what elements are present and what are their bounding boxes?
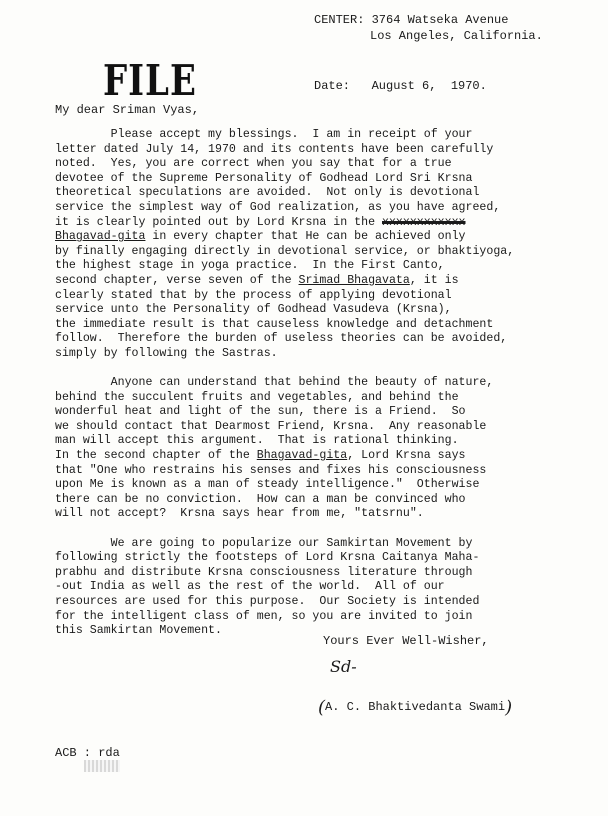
text-segment: , Lord Krsna says	[347, 449, 466, 463]
text-line: simply by following the Sastras.	[55, 346, 278, 360]
file-stamp: FILE	[103, 56, 197, 106]
salutation: My dear Sriman Vyas,	[55, 103, 200, 117]
text-line	[55, 230, 575, 245]
text-line	[55, 274, 575, 289]
date-line: Date: August 6, 1970.	[314, 79, 487, 93]
signatory-name: A. C. Bhaktivedanta Swami	[325, 700, 506, 714]
reference-initials: ACB : rda	[55, 746, 120, 760]
center-address-line-1: CENTER: 3764 Watseka Avenue	[314, 13, 509, 27]
text-line: we should contact that Dearmost Friend, Krsna. Any reasonable	[55, 419, 487, 433]
text-line: will not accept? Krsna says hear from me, "tatsrnu".	[55, 507, 424, 521]
text-line: prabhu and distribute Krsna consciousness literature through	[55, 565, 473, 579]
paragraph-3	[55, 537, 575, 639]
signatory-block	[318, 697, 512, 718]
text-segment: , it is	[409, 273, 459, 287]
text-line: -out India as well as the rest of the world. All of our	[55, 580, 445, 594]
text-line: by finally engaging directly in devotional service, or bhaktiyoga,	[55, 244, 515, 258]
ink-smudge	[84, 760, 120, 772]
text-line: devotee of the Supreme Personality of Godhead Lord Sri Krsna	[55, 171, 473, 185]
text-line	[55, 449, 575, 464]
handwritten-signature: Sd-	[330, 657, 357, 676]
text-line: the immediate result is that causeless knowledge and detachment	[55, 317, 494, 331]
paragraph-1	[55, 128, 575, 362]
text-segment: second chapter, verse seven of the	[55, 273, 299, 287]
text-line: theoretical speculations are avoided. Not only is devotional	[55, 186, 480, 200]
open-paren-mark: (	[318, 697, 326, 718]
text-line: wonderful heat and light of the sun, there is a Friend. So	[55, 405, 466, 419]
text-line: Anyone can understand that behind the beauty of nature,	[55, 376, 494, 390]
underlined-title: Bhagavad-gita	[55, 230, 146, 244]
text-line	[55, 216, 575, 231]
text-line: letter dated July 14, 1970 and its contents have been carefully	[55, 142, 494, 156]
text-segment: it is clearly pointed out by Lord Krsna in the	[55, 215, 382, 229]
close-paren-mark: )	[505, 697, 513, 718]
underlined-title: Bhagavad-gita	[256, 449, 348, 463]
text-line: clearly stated that by the process of applying devotional	[55, 288, 452, 302]
text-line: following strictly the footsteps of Lord Krsna Caitanya Maha-	[55, 551, 480, 565]
text-line: Please accept my blessings. I am in receipt of your	[55, 128, 473, 141]
text-line: behind the succulent fruits and vegetables, and behind the	[55, 390, 459, 404]
text-line: there can be no conviction. How can a man be convinced who	[55, 492, 466, 506]
closing-line: Yours Ever Well-Wisher,	[323, 634, 489, 648]
text-line: service unto the Personality of Godhead Vasudeva (Krsna),	[55, 303, 452, 317]
underlined-title: Srimad Bhagavata	[298, 273, 410, 287]
text-line: for the intelligent class of men, so you are invited to join	[55, 609, 473, 623]
text-line: man will accept this argument. That is rational thinking.	[55, 434, 459, 448]
text-line: this Samkirtan Movement.	[55, 624, 222, 638]
text-line: service the simplest way of God realization, as you have agreed,	[55, 200, 501, 214]
text-segment: in every chapter that He can be achieved only	[145, 230, 466, 244]
text-segment: In the second chapter of the	[55, 449, 257, 463]
text-line: resources are used for this purpose. Our Society is intended	[55, 595, 480, 608]
letter-body	[55, 128, 575, 639]
text-line: follow. Therefore the burden of useless theories can be avoided,	[55, 332, 508, 346]
text-line: We are going to popularize our Samkirtan Movement by	[55, 536, 473, 550]
text-line: upon Me is known as a man of steady intelligence." Otherwise	[55, 478, 480, 492]
text-line: that "One who restrains his senses and fixes his consciousness	[55, 463, 487, 477]
paragraph-2	[55, 376, 575, 522]
text-line: the highest stage in yoga practice. In the First Canto,	[55, 259, 445, 273]
center-address-line-2: Los Angeles, California.	[370, 29, 543, 43]
text-line: noted. Yes, you are correct when you say that for a true	[55, 157, 452, 171]
struck-out-text: xxxxxxxxxxxx	[382, 215, 466, 229]
